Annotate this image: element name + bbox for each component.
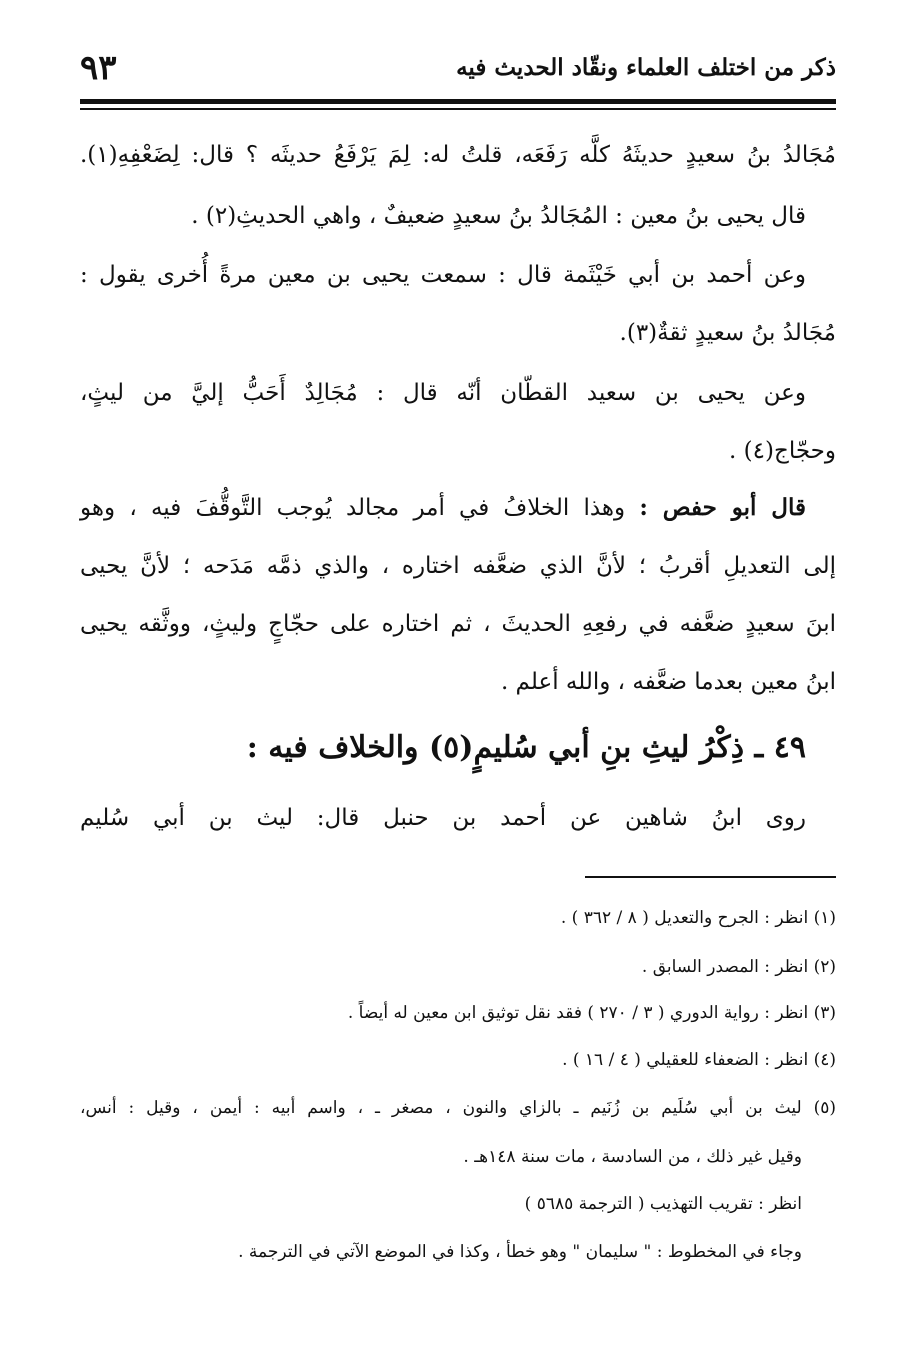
body-line-2: قال يحيى بنُ معين : المُجَالدُ بنُ سعيدٍ ضعيفٌ ، واهي الحديثِ(٢) . [191, 203, 806, 229]
header-rule-thick [80, 99, 836, 104]
body-line-7-text: وهذا الخلافُ في أمر مجالد يُوجب التَّوقُّفَ فيه ، وهو [80, 495, 626, 521]
footnote-5-line-1: (٥) ليث بن أبي سُلَيم بن زُنَيم ـ بالزاي والنون ، مصغر ـ ، واسم أبيه : أيمن ، وقيل : أنس، [80, 1098, 836, 1118]
page-header [80, 48, 836, 90]
footnote-3: (٣) انظر : رواية الدوري ( ٣ / ٢٧٠ ) فقد نقل توثيق ابن معين له أيضاً . [347, 1003, 836, 1023]
footnote-5-line-2: وقيل غير ذلك ، من السادسة ، مات سنة ١٤٨هـ . [463, 1147, 802, 1167]
body-line-8: إلى التعديلِ أقربُ ؛ لأنَّ الذي ضعَّفه اختاره ، والذي ذمَّه مَدَحه ؛ لأنَّ يحيى [80, 553, 836, 579]
body-line-1: مُجَالدُ بنُ سعيدٍ حديثَهُ كلَّه رَفَعَه، قلتُ له: لِمَ يَرْفَعُ حديثَه ؟ قال: لِضَعْفِهِ(١). [80, 142, 836, 168]
body-line-10: ابنُ معين بعدما ضعَّفه ، والله أعلم . [500, 669, 836, 695]
body-line-7 [80, 494, 836, 523]
body-line-11: روى ابنُ شاهين عن أحمد بن حنبل قال: ليث بن أبي سُليم [80, 805, 806, 831]
footnote-5-line-4: وجاء في المخطوط : " سليمان " وهو خطأ ، وكذا في الموضع الآتي في الترجمة . [238, 1242, 802, 1262]
body-line-9: ابنَ سعيدٍ ضعَّفه في رفعِهِ الحديثَ ، ثم اختاره على حجّاجٍ وليثٍ، ووثَّقه يحيى [80, 611, 836, 637]
page-number: ٩٣ [80, 48, 117, 88]
footnote-4: (٤) انظر : الضعفاء للعقيلي ( ٤ / ١٦ ) . [562, 1050, 836, 1070]
footnote-separator [585, 876, 836, 878]
body-line-3: وعن أحمد بن أبي خَيْثَمة قال : سمعت يحيى بن معين مرةً أُخرى يقول : [80, 262, 806, 288]
body-line-4: مُجَالدُ بنُ سعيدٍ ثقةٌ(٣). [619, 320, 836, 346]
footnote-1: (١) انظر : الجرح والتعديل ( ٨ / ٣٦٢ ) . [560, 908, 836, 928]
body-line-6: وحجّاج(٤) . [729, 438, 836, 464]
section-heading: ٤٩ ـ ذِكْرُ ليثِ بنِ أبي سُليمٍ(٥) والخلاف فيه : [246, 730, 806, 765]
header-rule-thin [80, 108, 836, 110]
body-line-5: وعن يحيى بن سعيد القطّان أنّه قال : مُجَالِدٌ أَحَبُّ إليَّ من ليثٍ، [80, 380, 806, 406]
running-title: ذكر من اختلف العلماء ونقّاد الحديث فيه [456, 54, 836, 81]
footnote-5-line-3: انظر : تقريب التهذيب ( الترجمة ٥٦٨٥ ) [524, 1194, 802, 1214]
speaker-label: قال أبو حفص : [639, 494, 807, 521]
footnote-2: (٢) انظر : المصدر السابق . [641, 957, 836, 977]
